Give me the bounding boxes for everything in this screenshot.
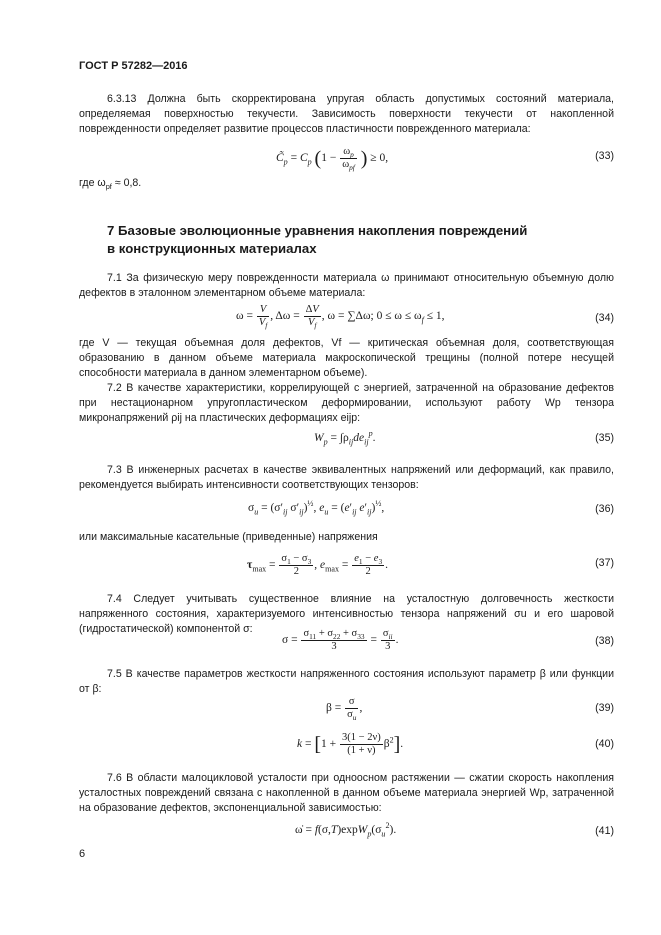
equation-39: β = $\frac{\sigma}{\sigma_u}$ , <box>326 696 363 723</box>
equation-number-35: (35) <box>595 432 614 444</box>
paragraph-7-1-where: где V — текущая объемная доля дефектов, Vf — критическая объемная доля, соответствующая образованию в данном объеме материала макроскопической трещины (полной потере несущей способности материала в данном элементарном объеме). <box>79 337 614 380</box>
equation-37: $\tau_{max}$ = $\frac{\sigma_1 - \sigma_3}{2}$ , $e_{max}$ = $\frac{e_1 - e_3}{2}$ . <box>247 553 388 577</box>
paragraph-7-4: 7.4 Следует учитывать существенное влияние на усталостную долговечность жесткости напряженного состояния, характеризуемого интенсивностью тензора напряжений σu и его шаровой (гидростатической) компонентой σ: <box>79 593 614 636</box>
equation-38: σ = $\frac{\sigma_{11} + \sigma_{22} + \sigma_{33}}{3}$ = $\frac{\sigma_{ii}}{3}$ . <box>282 628 399 652</box>
where-clause-33: где $\omega_{pf} \approx 0,8$. <box>79 177 142 192</box>
paragraph-7-5: 7.5 В качестве параметров жесткости напряженного состояния используют параметр β или функции от β: <box>79 668 614 696</box>
paragraph-7-6: 7.6 В области малоцикловой усталости при одноосном растяжении — сжатии скорость накопления усталостных повреждений связана с накопленной в данном объеме материала энергией Wp, затраченной на образование дефектов, экспоненциальной зависимостью: <box>79 772 614 815</box>
equation-41: ω̇ = $f(\sigma,T)\exp W_p(\sigma_u^2)$. <box>295 821 397 839</box>
paragraph-7-1: 7.1 За физическую меру поврежденности материала ω принимают относительную объемную долю дефектов в эталонном элементарном объеме материала: <box>79 272 614 300</box>
equation-33: $C̃_p = C_p$ (1 − $\frac{\omega_p}{\omega_{pf}}$ ) ≥ 0, <box>276 146 389 173</box>
paragraph-7-2: 7.2 В качестве характеристики, коррелирующей с энергией, затраченной на образование дефектов при нестационарном упругопластическом деформировании, используют работу Wp тензора микронапряжений ρij на пластических деформациях eijp: <box>79 382 614 425</box>
page-number: 6 <box>79 848 86 860</box>
equation-35: $W_p = \int\rho_{ij}de_{ij}^p$. <box>314 429 376 447</box>
equation-number-38: (38) <box>595 635 614 647</box>
equation-number-39: (39) <box>595 702 614 714</box>
equation-40: k = [1 + $\frac{3(1 - 2\nu)}{(1 + \nu)}$ $\beta^2$]. <box>297 732 404 756</box>
equation-36: $\sigma_u = (\sigma'_{ij}$ $\sigma'_{ij})^{\frac{1}{2}}$, $e_u = (e'_{ij}$ $e'_{ij})^{\frac{1}{2}}$, <box>248 499 385 517</box>
equation-34: ω = $\frac{V}{V_f}$ , Δω = $\frac{\Delta V}{V_f}$ , ω = ∑Δω; $0 \le \omega \le \omega_f \le 1$, <box>236 304 445 331</box>
equation-number-40: (40) <box>595 738 614 750</box>
equation-number-34: (34) <box>595 312 614 324</box>
equation-number-37: (37) <box>595 557 614 569</box>
paragraph-7-3: 7.3 В инженерных расчетах в качестве эквивалентных напряжений или деформаций, как правило, рекомендуется выбирать интенсивности соответствующих тензоров: <box>79 464 614 492</box>
paragraph-7-3-b: или максимальные касательные (приведенные) напряжения <box>79 531 378 543</box>
section-title: 7 Базовые эволюционные уравнения накопления повреждений в конструкционных материалах <box>107 223 528 256</box>
equation-number-33: (33) <box>595 150 614 162</box>
document-header: ГОСТ Р 57282—2016 <box>79 60 188 72</box>
equation-number-36: (36) <box>595 503 614 515</box>
equation-number-41: (41) <box>595 825 614 837</box>
paragraph-6-3-13: 6.3.13 Должна быть скорректирована упругая область допустимых состояний материала, определяемая поверхностью текучести. Зависимость поверхности текучести от накопленной поврежденности определяет развитие процессов пластичности поврежденного материала: <box>79 93 614 136</box>
